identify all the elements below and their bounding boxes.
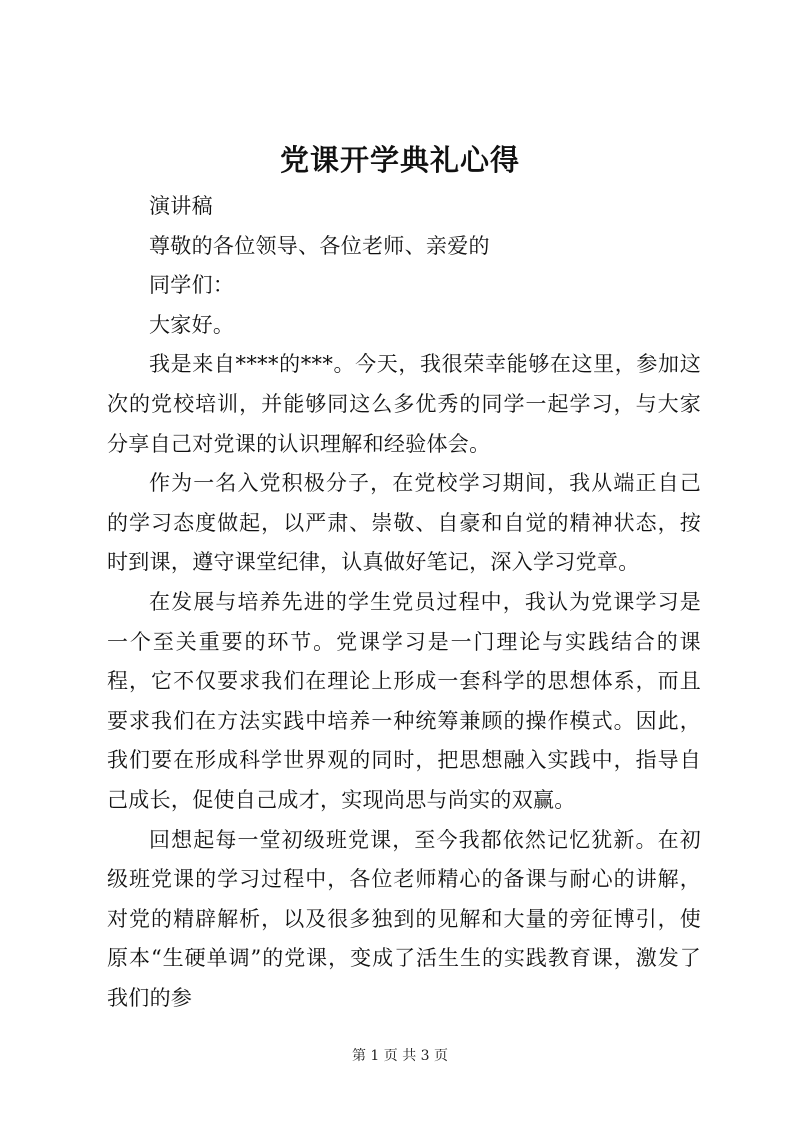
page-number-footer: 第 1 页 共 3 页 xyxy=(351,1048,449,1064)
paragraph-study-attitude: 作为一名入党积极分子，在党校学习期间，我从端正自己的学习态度做起，以严肃、崇敬、自豪和自觉的精神状态，按时到课，遵守课堂纪律，认真做好笔记，深入学习党章。 xyxy=(107,471,701,575)
document-title: 党课开学典礼心得 xyxy=(279,143,520,177)
document-body xyxy=(107,187,701,1018)
paragraph-salutation: 尊敬的各位领导、各位老师、亲爱的 xyxy=(149,233,490,258)
paragraph-introduction: 我是来自****的***。今天，我很荣幸能够在这里，参加这次的党校培训，并能够同这么多优秀的同学一起学习，与大家分享自己对党课的认识理解和经验体会。 xyxy=(107,352,701,456)
paragraph-course-importance: 在发展与培养先进的学生党员过程中，我认为党课学习是一个至关重要的环节。党课学习是一门理论与实践结合的课程，它不仅要求我们在理论上形成一套科学的思想体系，而且要求我们在方法实践中培养一种统筹兼顾的操作模式。因此，我们要在形成科学世界观的同时，把思想融入实践中，指导自己成长，促使自己成才，实现尚思与尚实的双赢。 xyxy=(107,589,701,812)
paragraph-speech-label: 演讲稿 xyxy=(149,194,213,218)
paragraph-greeting: 大家好。 xyxy=(149,312,235,337)
paragraph-salutation-students: 同学们： xyxy=(149,273,235,298)
paragraph-recollection: 回想起每一堂初级班党课，至今我都依然记忆犹新。在初级班党课的学习过程中，各位老师精心的备课与耐心的讲解，对党的精辟解析，以及很多独到的见解和大量的旁征博引，使原本“生硬单调”的党课，变成了活生生的实践教育课，激发了我们的参 xyxy=(107,827,701,1010)
